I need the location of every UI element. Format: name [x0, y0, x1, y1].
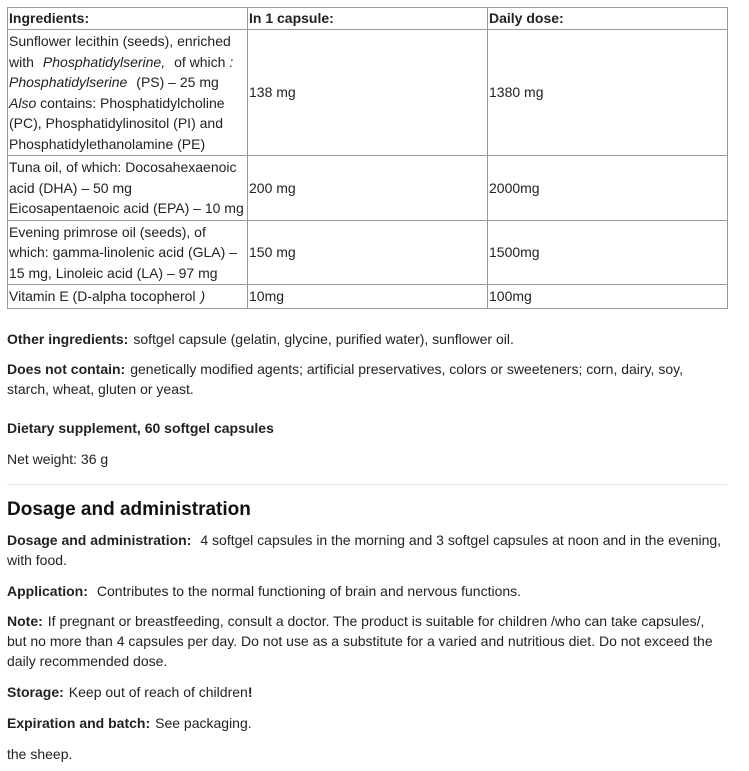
storage-label: Storage: [7, 683, 64, 700]
table-row [8, 156, 728, 221]
daily-dose-cell: 1500mg [488, 220, 728, 285]
dosage-info: Dosage and administration: 4 softgel capsules in the morning and 3 softgel capsules at noon and in the evening, with food. [7, 531, 722, 568]
header-ingredients: Ingredients: [8, 8, 248, 30]
net-weight: Net weight: 36 g [7, 450, 109, 467]
note-info: Note: If pregnant or breastfeeding, consult a doctor. The product is suitable for children /who can take capsules/, but no more than 4 capsules per day. Do not use as a substitute for a varied and nutritious diet. Do not exceed the daily recommended dose. [7, 612, 713, 669]
footer-text: the sheep. [7, 745, 73, 762]
supplement-title: Dietary supplement, 60 softgel capsules [7, 419, 274, 436]
ingredient-cell: Sunflower lecithin (seeds), enriched with Phosphatidylserine, of which : Phosphatidylserine (PS) – 25 mg Also contains: Phosphatidylcholine (PC), Phosphatidylinositol (PI) and Phosphatidylethanolamine (PE) [8, 30, 248, 156]
product-info [7, 7, 727, 764]
does-not-contain-label: Does not contain: [7, 360, 126, 377]
note-label: Note: [7, 612, 43, 629]
application-label: Application: [7, 582, 88, 599]
daily-dose-cell: 100mg [488, 285, 728, 309]
ingredient-cell: Tuna oil, of which: Docosahexaenoic acid (DHA) – 50 mg Eicosapentaenoic acid (EPA) – 10 mg [8, 156, 248, 221]
other-ingredients [7, 329, 727, 349]
capsule-amount-cell: 150 mg [248, 220, 488, 285]
expiration-label: Expiration and batch: [7, 714, 151, 731]
ingredient-cell: Vitamin E (D-alpha tocopherol ) [8, 285, 248, 309]
header-daily-dose: Daily dose: [488, 8, 728, 30]
section-divider [7, 484, 727, 485]
ingredients-table [7, 7, 728, 309]
daily-dose-cell: 1380 mg [488, 30, 728, 156]
does-not-contain: Does not contain: genetically modified agents; artificial preservatives, colors or sweeteners; corn, dairy, soy, starch, wheat, gluten or yeast. [7, 360, 683, 397]
storage-info: Storage: Keep out of reach of children! [7, 683, 253, 700]
capsule-amount-cell: 200 mg [248, 156, 488, 221]
section-title: Dosage and administration [7, 498, 251, 520]
table-row [8, 285, 728, 309]
capsule-amount-cell: 138 mg [248, 30, 488, 156]
daily-dose-cell: 2000mg [488, 156, 728, 221]
other-ingredients-label: Other ingredients: [7, 330, 129, 347]
capsule-amount-cell: 10mg [248, 285, 488, 309]
table-row [8, 30, 728, 156]
application-info: Application: Contributes to the normal functioning of brain and nervous functions. [7, 582, 522, 599]
table-row [8, 220, 728, 285]
table-header-row [8, 8, 728, 30]
header-per-capsule: In 1 capsule: [248, 8, 488, 30]
expiration-info: Expiration and batch: See packaging. [7, 714, 252, 731]
other-ingredients-text: softgel capsule (gelatin, glycine, purified water), sunflower oil. [133, 330, 514, 347]
dosage-label: Dosage and administration: [7, 531, 192, 548]
ingredient-cell: Evening primrose oil (seeds), of which: gamma-linolenic acid (GLA) – 15 mg, Linoleic acid (LA) – 97 mg [8, 220, 248, 285]
